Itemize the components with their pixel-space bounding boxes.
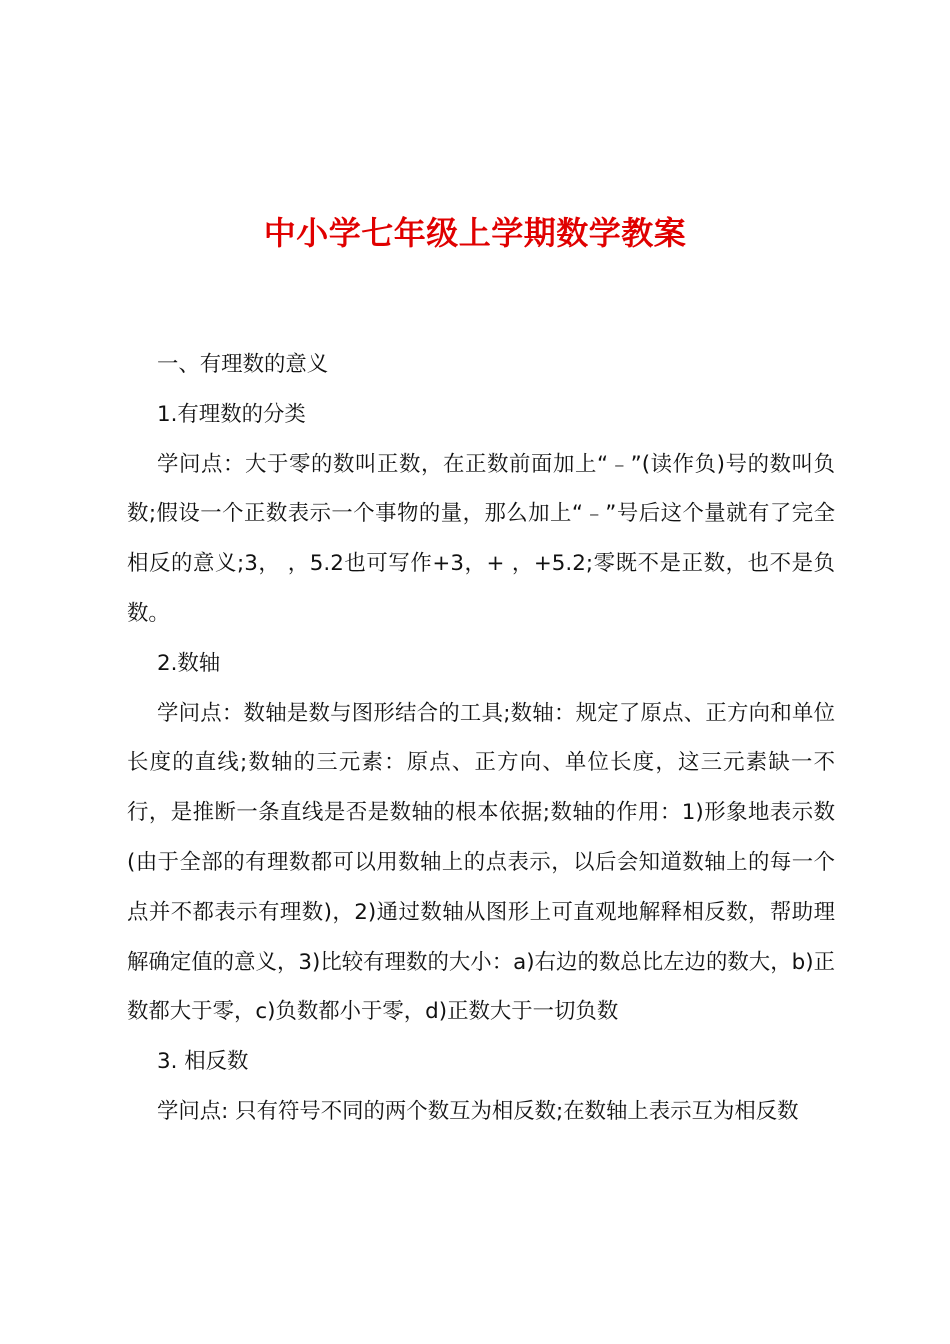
paragraph: 学问点：数轴是数与图形结合的工具;数轴：规定了原点、正方向和单位长度的直线;数轴的三元素：原点、正方向、单位长度，这三元素缺一不行，是推断一条直线是否是数轴的根本依据;数轴的作用：1)形象地表示数(由于全部的有理数都可以用数轴上的点表示，以后会知道数轴上的每一个点并不都表示有理数)，2)通过数轴从图形上可直观地解释相反数，帮助理解确定值的意义，3)比较有理数的大小：a)右边的数总比左边的数大，b)正数都大于零，c)负数都小于零，d)正数大于一切负数 — [127, 700, 835, 1025]
subsection-heading: 1.有理数的分类 — [157, 401, 306, 427]
section-heading: 一、有理数的意义 — [157, 352, 329, 377]
document-body — [127, 340, 835, 1137]
subsection-heading: 3. 相反数 — [157, 1049, 249, 1075]
paragraph: 学问点: 只有符号不同的两个数互为相反数;在数轴上表示互为相反数 — [157, 1098, 799, 1124]
paragraph: 学问点：大于零的数叫正数，在正数前面加上“﹣”(读作负)号的数叫负数;假设一个正数表示一个事物的量，那么加上“﹣”号后这个量就有了完全相反的意义;3， ，5.2也可写作+3，+ ，+5.2;零既不是正数，也不是负数。 — [127, 451, 835, 626]
document-title: 中小学七年级上学期数学教案 — [263, 214, 687, 252]
subsection-heading: 2.数轴 — [157, 650, 221, 676]
